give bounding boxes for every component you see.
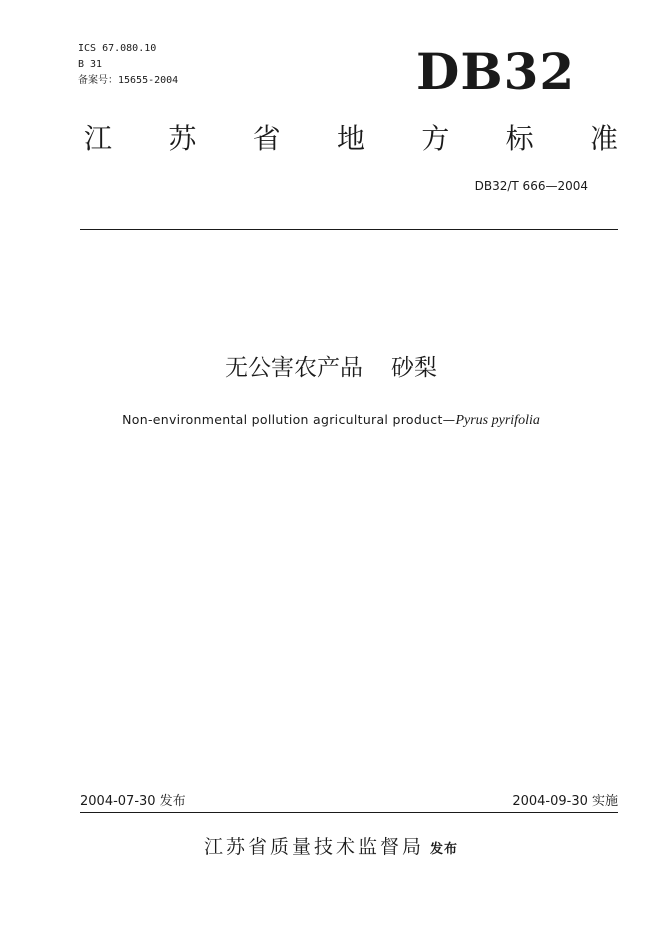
header-divider	[80, 229, 618, 230]
title-char: 准	[589, 122, 618, 155]
title-char: 省	[252, 122, 281, 155]
document-english-title	[0, 412, 662, 429]
english-title-text: Non-environmental pollution agricultural product—	[122, 412, 456, 427]
title-char: 地	[336, 122, 365, 155]
ics-number: ICS 67.080.10	[78, 43, 157, 54]
title-char: 苏	[168, 122, 197, 155]
standard-type-title	[84, 122, 618, 156]
title-char: 江	[84, 122, 113, 155]
document-title-product: 砂梨	[391, 355, 437, 381]
publisher	[0, 834, 662, 863]
issue-date: 2004-07-30 发布	[80, 794, 186, 809]
record-number: 备案号：15655-2004	[78, 75, 179, 86]
standard-logo: DB32	[416, 42, 576, 101]
publisher-name: 江苏省质量技术监督局	[203, 836, 424, 858]
scientific-name: Pyrus pyrifolia	[455, 413, 540, 428]
standard-code: DB32/T 666—2004	[474, 179, 588, 193]
ccs-number: B 31	[78, 59, 103, 70]
document-title	[0, 352, 662, 384]
title-char: 方	[421, 122, 450, 155]
document-title-main: 无公害农产品	[225, 355, 363, 381]
publisher-suffix: 发布	[430, 842, 459, 857]
title-char: 标	[505, 122, 534, 155]
implementation-date: 2004-09-30 实施	[512, 794, 618, 809]
footer-divider	[80, 812, 618, 813]
